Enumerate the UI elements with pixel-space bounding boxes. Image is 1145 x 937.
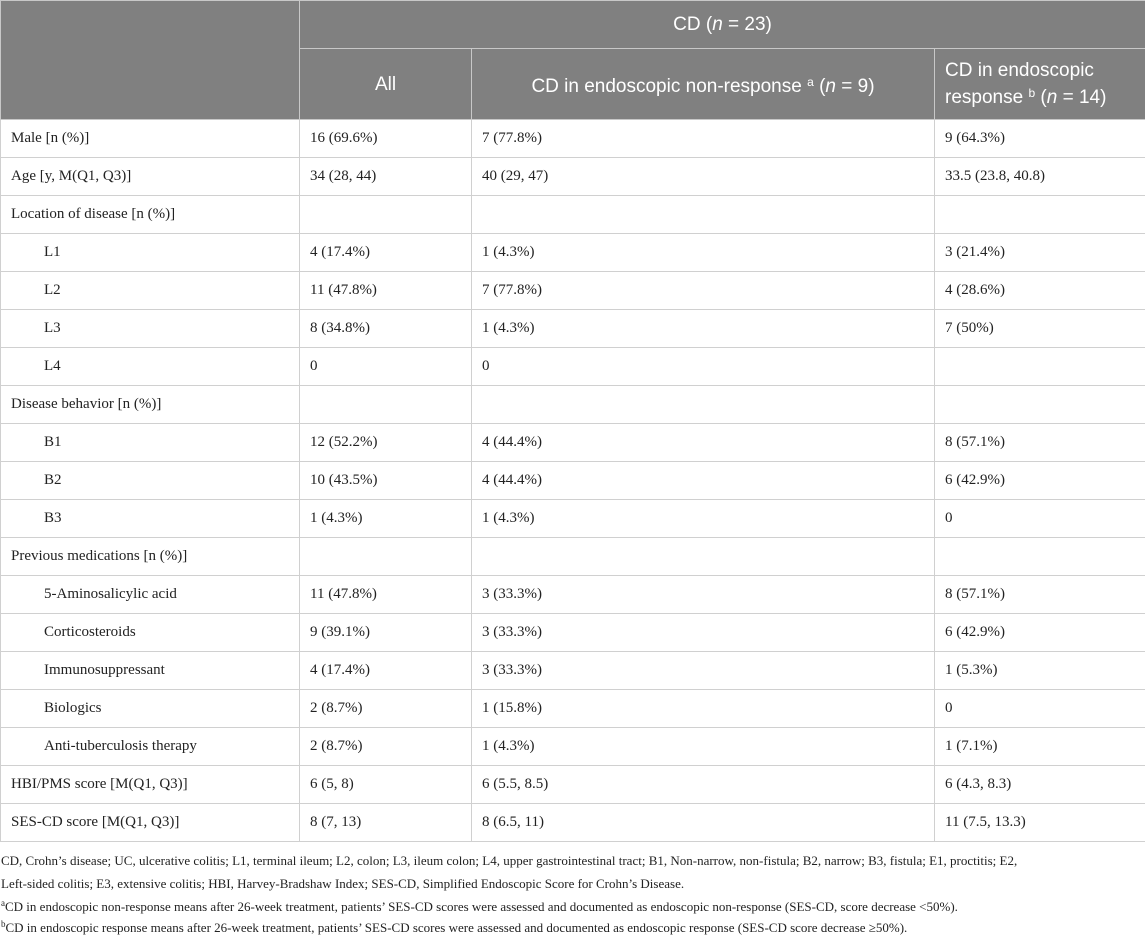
cell-response: 0 xyxy=(935,500,1145,538)
footnote-b-marker: b xyxy=(1,919,6,929)
table-row xyxy=(1,690,1145,728)
table-row xyxy=(1,424,1145,462)
cell-response: 4 (28.6%) xyxy=(935,272,1145,310)
table-row xyxy=(1,614,1145,652)
cell-response xyxy=(935,196,1145,234)
cell-response xyxy=(935,538,1145,576)
row-label: B3 xyxy=(1,500,300,538)
cell-response: 6 (42.9%) xyxy=(935,462,1145,500)
cell-nonresponse: 1 (4.3%) xyxy=(472,728,935,766)
cell-nonresponse: 1 (4.3%) xyxy=(472,500,935,538)
cell-all xyxy=(300,386,472,424)
cell-all: 2 (8.7%) xyxy=(300,728,472,766)
header-col-nonresponse: CD in endoscopic non-response $^a$ (n = 9) xyxy=(472,49,935,120)
table-row xyxy=(1,766,1145,804)
cell-all: 12 (52.2%) xyxy=(300,424,472,462)
section-label: Location of disease [n (%)] xyxy=(1,196,300,234)
cell-all xyxy=(300,196,472,234)
cell-response: 1 (7.1%) xyxy=(935,728,1145,766)
cell-nonresponse: 3 (33.3%) xyxy=(472,576,935,614)
cell-nonresponse: 3 (33.3%) xyxy=(472,614,935,652)
footnote-abbreviations-line1: CD, Crohn’s disease; UC, ulcerative colitis; L1, terminal ileum; L2, colon; L3, ileum colon; L4, upper gastrointestinal tract; B1, Non-narrow, non-fistula; B2, narrow; B3, fistula; E1, proctitis; E2, xyxy=(1,853,1018,868)
table-row-section xyxy=(1,538,1145,576)
header-col-all: All xyxy=(300,49,472,120)
table-row xyxy=(1,804,1145,842)
cell-response: 7 (50%) xyxy=(935,310,1145,348)
cell-nonresponse: 0 xyxy=(472,348,935,386)
section-label: Disease behavior [n (%)] xyxy=(1,386,300,424)
table-row xyxy=(1,310,1145,348)
cell-nonresponse: 3 (33.3%) xyxy=(472,652,935,690)
footnote-abbreviations-line2: Left-sided colitis; E3, extensive colitis; HBI, Harvey-Bradshaw Index; SES-CD, Simplified Endoscopic Score for Crohn’s Disease. xyxy=(1,876,685,891)
row-label: B2 xyxy=(1,462,300,500)
cell-response: 6 (4.3, 8.3) xyxy=(935,766,1145,804)
row-label: B1 xyxy=(1,424,300,462)
row-label: L2 xyxy=(1,272,300,310)
header-row-group xyxy=(1,1,1145,49)
cell-response: 33.5 (23.8, 40.8) xyxy=(935,158,1145,196)
cell-all: 10 (43.5%) xyxy=(300,462,472,500)
cell-all: 4 (17.4%) xyxy=(300,234,472,272)
cell-nonresponse: 4 (44.4%) xyxy=(472,424,935,462)
footnote-b-text: CD in endoscopic response means after 26-week treatment, patients’ SES-CD scores were assessed and documented as endoscopic response (SES-CD score decrease ≥50%). xyxy=(5,920,908,935)
header-col-response: CD in endoscopic response $^b$ (n = 14) xyxy=(935,49,1145,120)
cell-all: 11 (47.8%) xyxy=(300,272,472,310)
cell-nonresponse: 1 (4.3%) xyxy=(472,234,935,272)
row-label: L4 xyxy=(1,348,300,386)
cell-all: 0 xyxy=(300,348,472,386)
cell-nonresponse: 7 (77.8%) xyxy=(472,120,935,158)
footnote-a-text: CD in endoscopic non-response means after 26-week treatment, patients’ SES-CD scores were assessed and documented as endoscopic non-response (SES-CD, score decrease <50%). xyxy=(5,899,958,914)
cell-all: 16 (69.6%) xyxy=(300,120,472,158)
table-row xyxy=(1,120,1145,158)
table-row-section xyxy=(1,386,1145,424)
cell-response: 1 (5.3%) xyxy=(935,652,1145,690)
cell-response: 8 (57.1%) xyxy=(935,424,1145,462)
cell-nonresponse xyxy=(472,386,935,424)
table-row xyxy=(1,158,1145,196)
table-row xyxy=(1,462,1145,500)
cell-nonresponse: 6 (5.5, 8.5) xyxy=(472,766,935,804)
table-row xyxy=(1,234,1145,272)
row-label: SES-CD score [M(Q1, Q3)] xyxy=(1,804,300,842)
cell-response: 3 (21.4%) xyxy=(935,234,1145,272)
table-row xyxy=(1,576,1145,614)
cell-all xyxy=(300,538,472,576)
table-row xyxy=(1,348,1145,386)
cell-nonresponse: 1 (15.8%) xyxy=(472,690,935,728)
row-label: HBI/PMS score [M(Q1, Q3)] xyxy=(1,766,300,804)
section-label: Previous medications [n (%)] xyxy=(1,538,300,576)
row-label: Age [y, M(Q1, Q3)] xyxy=(1,158,300,196)
cell-all: 34 (28, 44) xyxy=(300,158,472,196)
cell-all: 8 (7, 13) xyxy=(300,804,472,842)
cell-nonresponse: 8 (6.5, 11) xyxy=(472,804,935,842)
cell-all: 1 (4.3%) xyxy=(300,500,472,538)
footnote-a-marker: a xyxy=(1,898,5,908)
cell-nonresponse xyxy=(472,196,935,234)
cell-nonresponse: 4 (44.4%) xyxy=(472,462,935,500)
cell-nonresponse: 40 (29, 47) xyxy=(472,158,935,196)
cell-nonresponse: 1 (4.3%) xyxy=(472,310,935,348)
table-row-section xyxy=(1,196,1145,234)
cell-all: 8 (34.8%) xyxy=(300,310,472,348)
footnote-b xyxy=(1,919,907,936)
table-row xyxy=(1,652,1145,690)
footnote-a xyxy=(1,898,958,915)
row-label: 5-Aminosalicylic acid xyxy=(1,576,300,614)
cell-all: 2 (8.7%) xyxy=(300,690,472,728)
row-label: Immunosuppressant xyxy=(1,652,300,690)
cell-response xyxy=(935,348,1145,386)
cell-response xyxy=(935,386,1145,424)
cell-response: 11 (7.5, 13.3) xyxy=(935,804,1145,842)
cell-all: 6 (5, 8) xyxy=(300,766,472,804)
cell-response: 0 xyxy=(935,690,1145,728)
row-label: L3 xyxy=(1,310,300,348)
row-label: Male [n (%)] xyxy=(1,120,300,158)
row-label: Biologics xyxy=(1,690,300,728)
row-label: L1 xyxy=(1,234,300,272)
cell-response: 9 (64.3%) xyxy=(935,120,1145,158)
cell-response: 8 (57.1%) xyxy=(935,576,1145,614)
row-label: Anti-tuberculosis therapy xyxy=(1,728,300,766)
cell-all: 4 (17.4%) xyxy=(300,652,472,690)
cell-all: 11 (47.8%) xyxy=(300,576,472,614)
table-row xyxy=(1,728,1145,766)
table-row xyxy=(1,272,1145,310)
cell-response: 6 (42.9%) xyxy=(935,614,1145,652)
cell-nonresponse: 7 (77.8%) xyxy=(472,272,935,310)
header-group-cd: CD (n = 23) xyxy=(300,1,1145,49)
cell-all: 9 (39.1%) xyxy=(300,614,472,652)
cell-nonresponse xyxy=(472,538,935,576)
header-empty-corner xyxy=(1,1,300,120)
row-label: Corticosteroids xyxy=(1,614,300,652)
table-row xyxy=(1,500,1145,538)
